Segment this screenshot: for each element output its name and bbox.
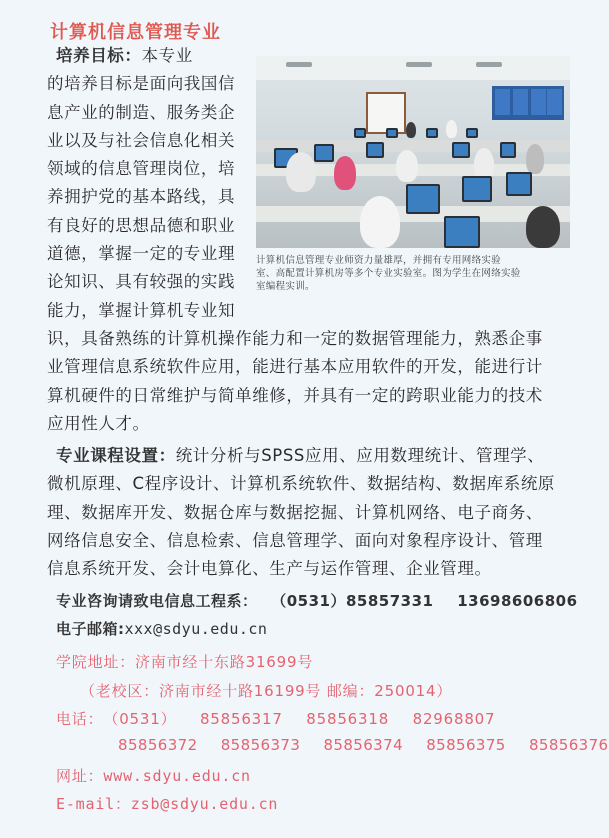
- goal-line: 的培养目标是面向我国信: [47, 74, 236, 94]
- dept-email-line: [56, 618, 267, 639]
- phone-row-2: [118, 736, 609, 754]
- goal-label: 培养目标：: [56, 46, 142, 65]
- website-link[interactable]: www.sdyu.edu.cn: [103, 767, 251, 785]
- old-campus-address: （老校区：济南市经十路16199号 邮编：250014）: [80, 682, 453, 700]
- phone-number: 85856374: [323, 736, 404, 754]
- school-email-line: [56, 793, 278, 814]
- phone-number: 85856373: [220, 736, 301, 754]
- goal-line: 业管理信息系统软件应用，能进行基本应用软件的开发，能进行计: [47, 357, 543, 377]
- website-label: 网址：: [56, 767, 104, 785]
- consult-label: 专业咨询请致电信息工程系：: [56, 592, 258, 610]
- major-title: 计算机信息管理专业: [50, 22, 221, 43]
- goal-line: 应用性人才。: [47, 413, 150, 433]
- courses-line: 微机原理、C程序设计、计算机系统软件、数据结构、数据库系统原: [47, 474, 556, 494]
- phone-number: 85856376: [528, 736, 609, 754]
- courses-label: 专业课程设置：: [56, 446, 176, 465]
- phone-area-code: （0531）: [103, 710, 177, 728]
- lab-photo-figure: [256, 56, 570, 293]
- phone-number: 85856318: [306, 710, 390, 728]
- phone-number: 85856375: [426, 736, 506, 754]
- website-line: [56, 765, 251, 786]
- phone-label: 电话：: [56, 710, 104, 728]
- goal-line: 领域的信息管理岗位，培: [47, 159, 236, 179]
- goal-line: 道德，掌握一定的专业理: [47, 244, 236, 264]
- goal-line: 业以及与社会信息化相关: [47, 130, 236, 150]
- phone-number: 82968807: [412, 710, 496, 728]
- courses-line: 理、数据库开发、数据仓库与数据挖掘、计算机网络、电子商务、: [47, 502, 543, 522]
- school-email-label: E-mail：: [56, 795, 131, 813]
- dept-email-link[interactable]: xxx@sdyu.edu.cn: [124, 620, 268, 638]
- phone-row-1: [56, 708, 513, 729]
- phone-number: 85856372: [118, 736, 198, 754]
- goal-line: 有良好的思想品德和职业: [47, 215, 236, 235]
- photo-caption: 计算机信息管理专业师资力量雄厚，并拥有专用网络实验 室、高配置计算机房等多个专业实验室。图为学生在网络实验 室编程实训。: [256, 255, 521, 292]
- goal-line: 论知识、具有较强的实践: [47, 272, 236, 292]
- consult-mobile: 13698606806: [457, 592, 578, 610]
- courses-line: 信息系统开发、会计电算化、生产与运作管理、企业管理。: [47, 559, 492, 579]
- consult-phone: （0531）85857331: [271, 592, 434, 610]
- goal-line: 算机硬件的日常维护与简单维修，并具有一定的跨职业能力的技术: [47, 385, 543, 405]
- school-address: 学院地址：济南市经十东路31699号: [56, 653, 314, 671]
- computer-lab-photo: [256, 56, 570, 248]
- goal-line: 识，具备熟练的计算机操作能力和一定的数据管理能力，熟悉企事: [47, 328, 543, 348]
- goal-line: 养拥护党的基本路线，具: [47, 187, 236, 207]
- goal-line: 培养目标：本专业: [56, 46, 193, 65]
- goal-line: 能力，掌握计算机专业知: [47, 300, 236, 320]
- phone-number: 85856317: [199, 710, 283, 728]
- consult-line: [56, 590, 578, 611]
- courses-paragraph: [47, 442, 555, 583]
- courses-line: 专业课程设置：统计分析与SPSS应用、应用数理统计、管理学、: [56, 446, 545, 465]
- courses-line: 网络信息安全、信息检索、信息管理学、面向对象程序设计、管理: [47, 530, 543, 550]
- dept-email-label: 电子邮箱:: [56, 620, 125, 638]
- goal-line: 息产业的制造、服务类企: [47, 102, 236, 122]
- school-email-link[interactable]: zsb@sdyu.edu.cn: [130, 795, 279, 813]
